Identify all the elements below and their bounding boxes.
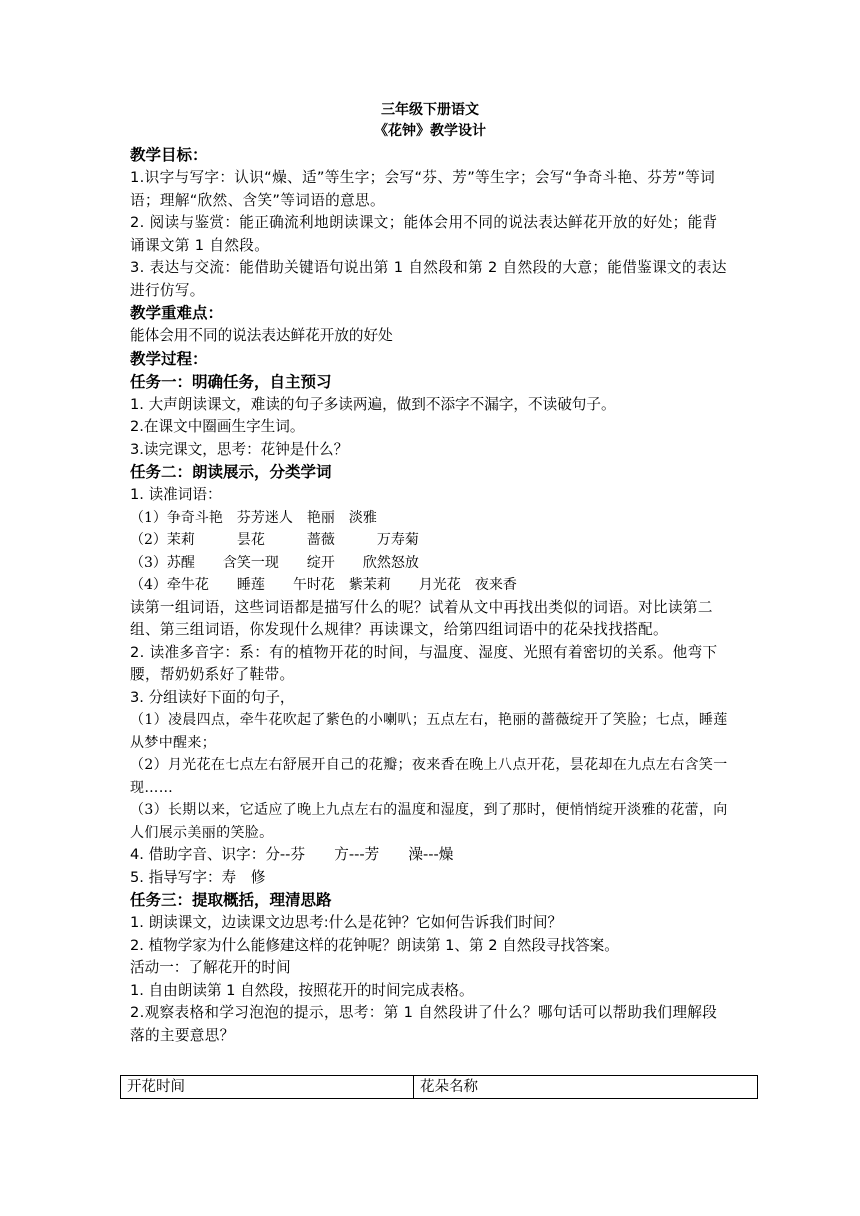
sentence-1: （1）凌晨四点，牵牛花吹起了紫色的小喇叭；五点左右，艳丽的蔷薇绽开了笑脸；七点，睡莲从梦中醒来；: [130, 712, 728, 751]
word-group-1: （1）争奇斗艳 芬芳迷人 艳丽 淡雅: [130, 509, 377, 526]
document-lesson-title: 《花钟》教学设计: [374, 123, 486, 139]
flower-time-table: [120, 1075, 758, 1099]
table-header-flower-name: 花朵名称: [420, 1079, 478, 1095]
word-group-2: （2）茉莉 昙花 蔷薇 万寿菊: [130, 532, 419, 548]
key-points-text: 能体会用不同的说法表达鲜花开放的好处: [130, 327, 393, 344]
table-header-bloom-time: 开花时间: [121, 1076, 414, 1098]
radicals-item: 4. 借助字音、识字：分--芬 方---芳 澡---燥: [130, 846, 454, 863]
objective-item-2: 2. 阅读与鉴赏：能正确流利地朗读课文；能体会用不同的说法表达鲜花开放的好处；能背诵课文第 1 自然段。: [130, 214, 718, 254]
objective-item-1: 1.识字与写字：认识“燥、适”等生字；会写“芬、芳”等生字；会写“争奇斗艳、芬芳”等词语；理解“欣然、含笑”等词语的意思。: [130, 169, 716, 209]
task2-intro: 1. 读准词语：: [130, 486, 222, 503]
key-points-heading: 教学重难点：: [130, 304, 224, 322]
objective-item-3: 3. 表达与交流：能借助关键语句说出第 1 自然段和第 2 自然段的大意；能借鉴课文的表达进行仿写。: [130, 259, 727, 299]
word-group-4: （4）牵牛花 睡莲 午时花 紫茉莉 月光花 夜来香: [130, 577, 517, 593]
activity-1-step-2: 2.观察表格和学习泡泡的提示，思考：第 1 自然段讲了什么？哪句话可以帮助我们理解段落的主要意思？: [130, 1004, 718, 1044]
task2-paragraph: 读第一组词语，这些词语都是描写什么的呢？试着从文中再找出类似的词语。对比读第二组、第三组词语，你发现什么规律？再读课文，给第四组词语中的花朵找找搭配。: [130, 598, 713, 638]
document-grade-title: 三年级下册语文: [381, 102, 479, 118]
task3-item-2: 2. 植物学家为什么能修建这样的花钟呢？朗读第 1、第 2 自然段寻找答案。: [130, 936, 619, 954]
task1-item-2: 2.在课文中圈画生字生词。: [130, 418, 305, 435]
sentence-2: （2）月光花在七点左右舒展开自己的花瓣；夜来香在晚上八点开花，昙花却在九点左右含笑一现……: [130, 757, 728, 796]
writing-item: 5. 指导写字：寿 修: [130, 868, 266, 886]
task3-heading: 任务三：提取概括，理清思路: [130, 891, 332, 909]
polyphone-item: 2. 读准多音字：系：有的植物开花的时间，与温度、湿度、光照有着密切的关系。他弯下腰，帮奶奶系好了鞋带。: [130, 643, 718, 683]
process-heading: 教学过程：: [130, 349, 208, 368]
document-page: [130, 100, 730, 1047]
activity-1-step-1: 1. 自由朗读第 1 自然段，按照花开的时间完成表格。: [130, 981, 474, 999]
activity-1-title: 活动一：了解花开的时间: [130, 959, 291, 976]
sentence-3: （3）长期以来，它适应了晚上九点左右的温度和湿度，到了那时，便悄悄绽开淡雅的花蕾，向人们展示美丽的笑脸。: [130, 802, 728, 841]
task2-heading: 任务二：朗读展示，分类学词: [130, 463, 332, 481]
task1-item-1: 1. 大声朗读课文，难读的句子多读两遍，做到不添字不漏字，不读破句子。: [130, 395, 616, 413]
task1-item-3: 3.读完课文，思考：花钟是什么？: [130, 440, 349, 458]
objectives-heading: 教学目标：: [130, 146, 208, 164]
sentences-intro: 3. 分组读好下面的句子，: [130, 688, 295, 706]
word-group-3: （3）苏醒 含笑一现 绽开 欣然怒放: [130, 554, 419, 571]
task3-item-1: 1. 朗读课文，边读课文边思考:什么是花钟？它如何告诉我们时间？: [130, 914, 563, 931]
task1-heading: 任务一：明确任务，自主预习: [130, 372, 332, 391]
